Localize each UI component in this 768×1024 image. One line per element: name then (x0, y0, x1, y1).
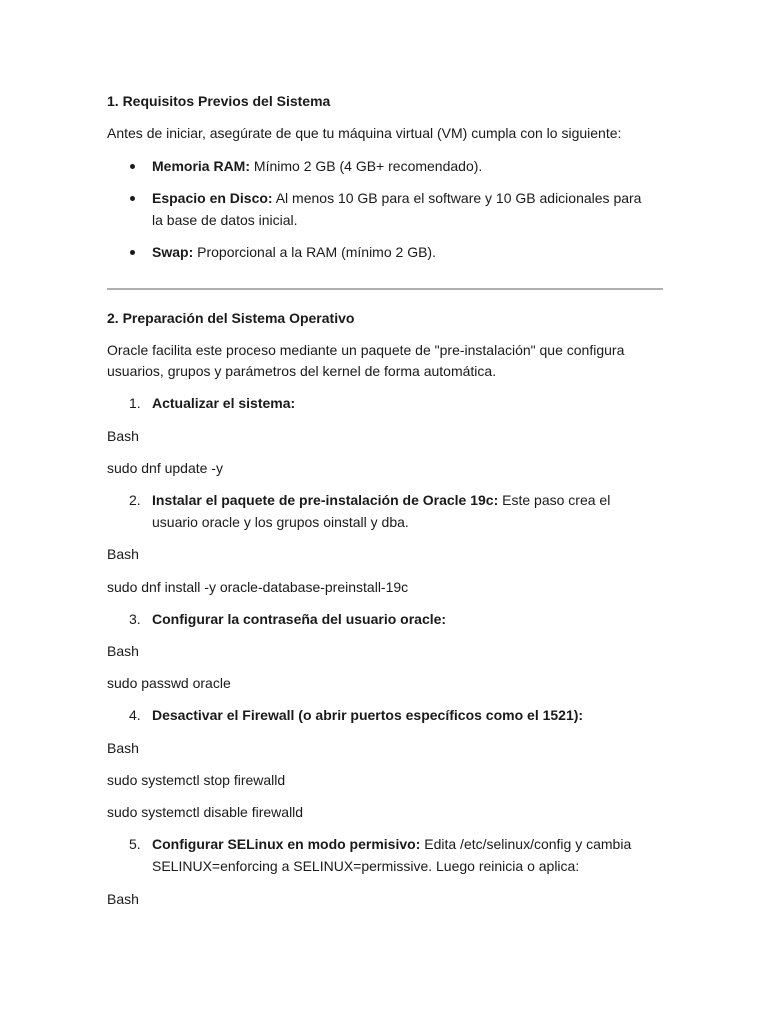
step-label: Configurar SELinux en modo permisivo: (152, 836, 421, 852)
step-label: Desactivar el Firewall (o abrir puertos específicos como el 1521): (152, 707, 584, 723)
code-command[interactable]: sudo systemctl stop firewalld (107, 772, 286, 788)
list-item-label: Espacio en Disco: (152, 190, 273, 206)
step-label: Instalar el paquete de pre-instalación de Oracle 19c: (152, 492, 499, 508)
code-command[interactable]: sudo passwd oracle (107, 675, 231, 691)
step-number: 2. (129, 492, 141, 508)
list-item-text: Proporcional a la RAM (mínimo 2 GB). (193, 244, 436, 260)
list-item-text: Mínimo 2 GB (4 GB+ recomendado). (250, 158, 483, 174)
paragraph: Oracle facilita este proceso mediante un paquete de "pre-instalación" que configura (107, 342, 625, 358)
step-label: Configurar la contraseña del usuario oracle: (152, 611, 447, 627)
list-item-continuation: la base de datos inicial. (152, 212, 298, 228)
step-item (152, 490, 610, 510)
section-heading: 2. Preparación del Sistema Operativo (107, 310, 355, 326)
code-command[interactable]: sudo dnf update -y (107, 460, 223, 476)
bullet-icon (130, 164, 135, 169)
paragraph: usuarios, grupos y parámetros del kernel de forma automática. (107, 363, 497, 379)
section-heading: 1. Requisitos Previos del Sistema (107, 93, 331, 109)
horizontal-divider (107, 288, 663, 290)
code-command[interactable]: sudo dnf install -y oracle-database-preinstall-19c (107, 579, 409, 595)
step-text: Edita /etc/selinux/config y cambia (420, 836, 632, 852)
paragraph: Antes de iniciar, asegúrate de que tu máquina virtual (VM) cumpla con lo siguiente: (107, 125, 622, 141)
list-item (152, 188, 641, 208)
list-item (152, 156, 482, 176)
step-number: 5. (129, 836, 141, 852)
bullet-icon (130, 250, 135, 255)
step-continuation: usuario oracle y los grupos oinstall y dba. (152, 514, 409, 530)
code-language: Bash (107, 546, 139, 562)
code-command[interactable]: sudo systemctl disable firewalld (107, 804, 304, 820)
step-number: 3. (129, 611, 141, 627)
list-item (152, 242, 436, 262)
code-language: Bash (107, 740, 139, 756)
list-item-label: Swap: (152, 244, 194, 260)
step-number: 1. (129, 395, 141, 411)
code-language: Bash (107, 643, 139, 659)
step-item (152, 834, 631, 854)
list-item-text: Al menos 10 GB para el software y 10 GB adicionales para (272, 190, 642, 206)
step-label: Actualizar el sistema: (152, 395, 296, 411)
step-text: Este paso crea el (498, 492, 611, 508)
step-continuation: SELINUX=enforcing a SELINUX=permissive. Luego reinicia o aplica: (152, 858, 580, 874)
list-item-label: Memoria RAM: (152, 158, 251, 174)
step-number: 4. (129, 707, 141, 723)
bullet-icon (130, 196, 135, 201)
code-language: Bash (107, 891, 139, 907)
code-language: Bash (107, 428, 139, 444)
